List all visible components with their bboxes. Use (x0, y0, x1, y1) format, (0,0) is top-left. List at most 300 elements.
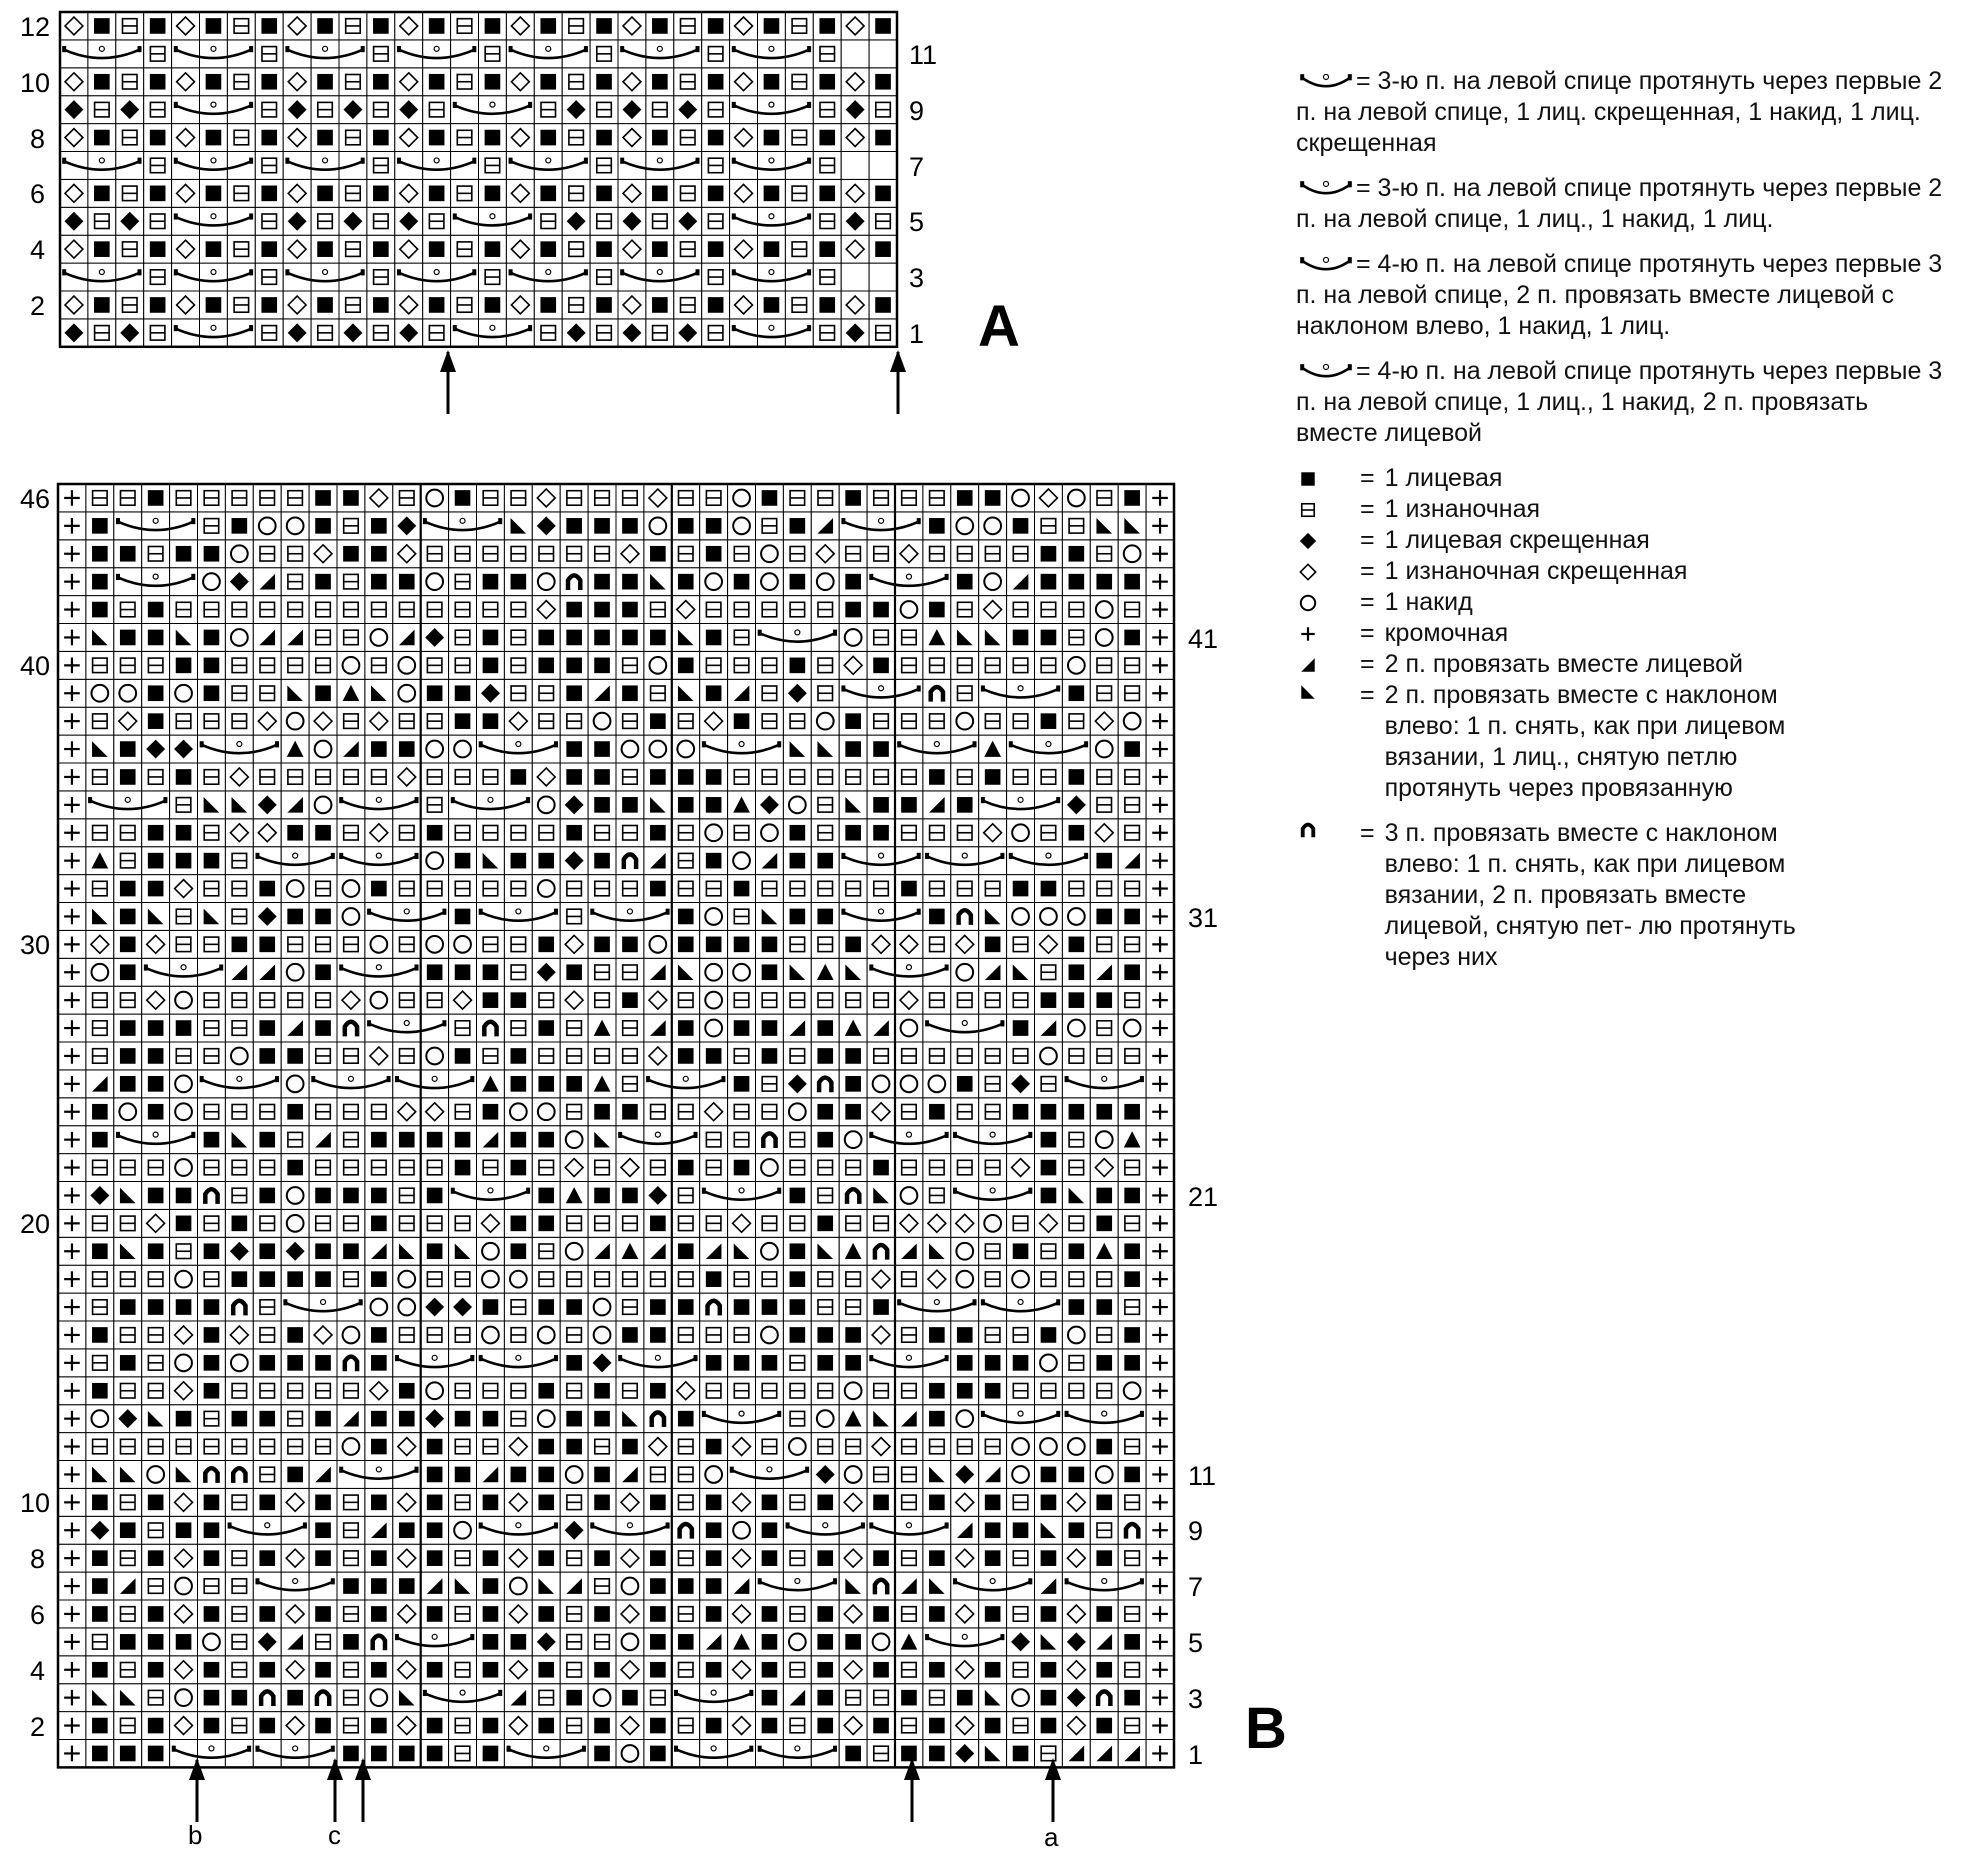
knit-icon (315, 1188, 331, 1204)
knit-icon (1096, 1439, 1112, 1455)
cell (504, 1098, 532, 1126)
cell (979, 568, 1007, 596)
cell (86, 1405, 114, 1433)
knit-icon (594, 1383, 610, 1399)
ktbl-icon (1296, 529, 1356, 553)
knit-icon (148, 1104, 164, 1120)
knit-icon (1041, 1690, 1057, 1706)
knit-icon (399, 1578, 415, 1594)
cell (1007, 1684, 1035, 1712)
knit-icon (650, 1216, 666, 1232)
knit-icon (427, 1132, 443, 1148)
knit-icon (176, 1216, 192, 1232)
knit-icon (734, 574, 750, 590)
cell (170, 1572, 198, 1600)
knit-icon (176, 853, 192, 869)
cell (756, 1237, 784, 1265)
cell (281, 1070, 309, 1098)
knit-icon (706, 937, 722, 953)
knit-icon (511, 853, 527, 869)
knit-icon (483, 1606, 499, 1622)
knit-icon (148, 881, 164, 897)
knit-icon (1124, 1690, 1140, 1706)
cell (1090, 1461, 1118, 1489)
knit-icon (817, 1718, 833, 1734)
cell (616, 847, 644, 875)
knit-icon (845, 490, 861, 506)
cell (923, 1237, 951, 1265)
knit-icon (622, 1439, 638, 1455)
knit-icon (538, 1132, 554, 1148)
knit-icon (455, 490, 471, 506)
knit-icon (873, 658, 889, 674)
knit-icon (817, 1355, 833, 1371)
knit-icon (1013, 630, 1029, 646)
cell (365, 791, 393, 819)
knit-icon (259, 1495, 275, 1511)
cell (756, 1126, 784, 1154)
knit-icon (427, 1550, 443, 1566)
knit-icon (148, 1243, 164, 1259)
knit-icon (1096, 992, 1112, 1008)
knit-icon (650, 1718, 666, 1734)
knit-icon (92, 1606, 108, 1622)
knit-icon (817, 1104, 833, 1120)
knit-icon (287, 1271, 303, 1287)
knit-icon (594, 602, 610, 618)
cell (867, 679, 895, 707)
ptbl-icon (1300, 565, 1315, 580)
cell (1090, 512, 1118, 540)
knit-icon (259, 1718, 275, 1734)
legend-item (1296, 356, 1956, 449)
cell (811, 1070, 839, 1098)
row-number: 7 (909, 151, 925, 182)
knit-icon (315, 1495, 331, 1511)
knit-icon (678, 909, 694, 925)
cell (504, 1349, 532, 1377)
cell (449, 735, 477, 763)
knit-icon (929, 1550, 945, 1566)
knit-icon (678, 797, 694, 813)
cell (421, 1349, 449, 1377)
knit-icon (985, 937, 1001, 953)
legend-text: 1 накид (1384, 588, 1473, 616)
cell (560, 1237, 588, 1265)
knit-icon (706, 685, 722, 701)
knit-icon (650, 1299, 666, 1315)
knit-icon (1096, 1355, 1112, 1371)
knit-icon (594, 518, 610, 534)
knit-icon (706, 1439, 722, 1455)
knit-icon (92, 1662, 108, 1678)
knit-icon (259, 881, 275, 897)
knit-icon (762, 937, 778, 953)
knit-icon (790, 1243, 806, 1259)
cell (588, 1126, 616, 1154)
cell (170, 1070, 198, 1098)
knit-icon (594, 1746, 610, 1762)
cell (951, 707, 979, 735)
cell (979, 903, 1007, 931)
cell (783, 1098, 811, 1126)
knit-icon (790, 909, 806, 925)
knit-icon (1124, 741, 1140, 757)
knit-icon (566, 1411, 582, 1427)
cell (337, 1321, 365, 1349)
cell (393, 1293, 421, 1321)
knit-icon (817, 1550, 833, 1566)
knit-icon (790, 518, 806, 534)
cell (644, 1349, 672, 1377)
legend-text: 3 п. провязать вместе с наклоном влево: 1 п. снять, как при лицевом вязании, 2 п. провязать вместе лицевой, снятую пет- лю протянуть через них (1384, 819, 1796, 971)
knit-icon (566, 1439, 582, 1455)
cell (979, 1126, 1007, 1154)
cell (895, 1126, 923, 1154)
knit-icon (1069, 769, 1085, 785)
cell (477, 791, 505, 819)
knit-icon (1096, 1495, 1112, 1511)
row-number: 12 (20, 12, 51, 42)
knit-icon (1013, 1020, 1029, 1036)
cell (616, 1516, 644, 1544)
cell (951, 1237, 979, 1265)
cell (895, 1516, 923, 1544)
knit-icon (427, 1522, 443, 1538)
cell (1118, 707, 1146, 735)
cell (532, 1098, 560, 1126)
cell (1090, 1070, 1118, 1098)
knit-icon (762, 1522, 778, 1538)
knit-icon (371, 518, 387, 534)
knit-icon (650, 1550, 666, 1566)
knit-icon (845, 1076, 861, 1092)
legend-item: = 1 изнаночная скрещенная (1296, 556, 1956, 587)
knit-icon (120, 909, 136, 925)
knit-icon (845, 1104, 861, 1120)
knit-icon (566, 518, 582, 534)
knit-icon (622, 518, 638, 534)
cell (225, 1293, 253, 1321)
cell (839, 624, 867, 652)
knit-icon (817, 1020, 833, 1036)
cell (86, 1684, 114, 1712)
cell (365, 1237, 393, 1265)
knit-icon (734, 1160, 750, 1176)
knit-icon (343, 1634, 359, 1650)
arrow-label-c: c (328, 1820, 341, 1850)
cell (1007, 1405, 1035, 1433)
knit-icon (622, 1104, 638, 1120)
cell (1007, 1265, 1035, 1293)
knit-icon (92, 574, 108, 590)
cell (1062, 484, 1090, 512)
knit-icon (148, 825, 164, 841)
cell (170, 1349, 198, 1377)
knit-icon (120, 1634, 136, 1650)
knit-icon (762, 1550, 778, 1566)
knit-icon (92, 518, 108, 534)
knit-icon (566, 1076, 582, 1092)
knit-icon (622, 574, 638, 590)
knit-icon (706, 1522, 722, 1538)
cell (756, 1154, 784, 1182)
knit-icon (706, 630, 722, 646)
knit-icon (1124, 490, 1140, 506)
knit-icon (790, 1327, 806, 1343)
knit-icon (594, 1718, 610, 1734)
knit-icon (650, 881, 666, 897)
knit-icon (204, 658, 220, 674)
knit-icon (1096, 1550, 1112, 1566)
row-number: 20 (20, 1209, 51, 1240)
knit-icon (594, 658, 610, 674)
cell (700, 986, 728, 1014)
knit-icon (762, 1662, 778, 1678)
row-number: 6 (30, 1600, 46, 1630)
cell (616, 1572, 644, 1600)
knit-icon (315, 1718, 331, 1734)
knit-icon (873, 1718, 889, 1734)
knit-icon (427, 1188, 443, 1204)
knit-icon (1124, 1467, 1140, 1483)
cell (337, 1433, 365, 1461)
cell (170, 986, 198, 1014)
cell (365, 847, 393, 875)
cell (393, 1014, 421, 1042)
knit-icon (371, 1578, 387, 1594)
knit-icon (483, 713, 499, 729)
cell (951, 1628, 979, 1656)
row-number: 9 (1188, 1516, 1204, 1547)
knit-icon (762, 490, 778, 506)
cell (1062, 903, 1090, 931)
cell (560, 1461, 588, 1489)
cell (1035, 903, 1063, 931)
knit-icon (371, 1439, 387, 1455)
knit-icon (1124, 1355, 1140, 1371)
cell (225, 1070, 253, 1098)
row-number: 10 (20, 67, 51, 98)
knit-icon (315, 1606, 331, 1622)
knit-icon (929, 1718, 945, 1734)
knit-icon (287, 1467, 303, 1483)
knit-icon (148, 853, 164, 869)
cell (309, 791, 337, 819)
cell (337, 903, 365, 931)
legend-item (1296, 249, 1956, 342)
row-number: 6 (30, 179, 46, 210)
knit-icon (622, 630, 638, 646)
knit-icon (957, 1383, 973, 1399)
knit-icon (678, 1411, 694, 1427)
knit-icon (483, 1299, 499, 1315)
knit-icon (204, 1383, 220, 1399)
cell (142, 1405, 170, 1433)
arrow-label-a: a (1044, 1822, 1059, 1852)
knit-icon (734, 713, 750, 729)
cell (783, 1740, 811, 1768)
cell (421, 1042, 449, 1070)
knit-icon (92, 1550, 108, 1566)
knit-icon (845, 825, 861, 841)
knit-icon (148, 1634, 164, 1650)
knit-icon (259, 1355, 275, 1371)
k2tog-icon (1301, 659, 1314, 672)
knit-icon (259, 937, 275, 953)
knit-icon (594, 1104, 610, 1120)
cell (309, 1126, 337, 1154)
knit-icon (92, 1495, 108, 1511)
knit-icon (817, 1216, 833, 1232)
knit-icon (678, 769, 694, 785)
knit-icon (929, 769, 945, 785)
knit-icon (762, 1718, 778, 1734)
knit-icon (678, 1578, 694, 1594)
knit-icon (901, 881, 917, 897)
knit-icon (483, 1104, 499, 1120)
knit-icon (650, 1662, 666, 1678)
cell (951, 958, 979, 986)
cell (867, 1405, 895, 1433)
cell (393, 903, 421, 931)
knit-icon (287, 1690, 303, 1706)
cell (700, 1740, 728, 1768)
legend-item: = 1 накид (1296, 587, 1956, 618)
knit-icon (929, 602, 945, 618)
knit-icon (343, 1243, 359, 1259)
cell (170, 1098, 198, 1126)
knit-icon (176, 1299, 192, 1315)
knit-icon (120, 741, 136, 757)
knit-icon (538, 630, 554, 646)
knit-icon (985, 769, 1001, 785)
row-number: 4 (30, 1655, 46, 1686)
cell (895, 568, 923, 596)
cell (309, 1684, 337, 1712)
cell (421, 847, 449, 875)
row-number: 2 (30, 1711, 46, 1742)
knit-icon (538, 1439, 554, 1455)
knit-icon (148, 630, 164, 646)
cell (170, 1684, 198, 1712)
cell (1090, 1405, 1118, 1433)
cell (839, 1572, 867, 1600)
knit-icon (315, 685, 331, 701)
cell (1062, 1321, 1090, 1349)
cell (616, 1628, 644, 1656)
cell (86, 735, 114, 763)
cell (309, 1461, 337, 1489)
knit-icon (259, 1550, 275, 1566)
knit-icon (734, 1299, 750, 1315)
legend-item: = 1 изнаночная (1296, 494, 1956, 525)
knit-icon (148, 1746, 164, 1762)
knit-icon (873, 1495, 889, 1511)
knit-icon (1069, 546, 1085, 562)
knit-icon (259, 1020, 275, 1036)
legend-text: 2 п. провязать вместе лицевой (1384, 650, 1743, 678)
knit-icon (1041, 1550, 1057, 1566)
knit-icon (259, 1662, 275, 1678)
knit-icon (371, 1495, 387, 1511)
knit-icon (566, 769, 582, 785)
knit-icon (929, 1411, 945, 1427)
cell (700, 1293, 728, 1321)
knit-icon (762, 964, 778, 980)
cell (281, 847, 309, 875)
cell (1035, 1042, 1063, 1070)
knit-icon (678, 1048, 694, 1064)
knit-icon (985, 1522, 1001, 1538)
cell (644, 651, 672, 679)
knit-icon (566, 825, 582, 841)
row-number: 30 (20, 930, 51, 961)
cell (365, 958, 393, 986)
arrow-label-b: b (188, 1820, 203, 1850)
knit-icon (957, 490, 973, 506)
knit-icon (566, 1690, 582, 1706)
knit-icon (706, 1550, 722, 1566)
knit-icon (483, 1495, 499, 1511)
cell (365, 1461, 393, 1489)
cell (1118, 1377, 1146, 1405)
knit-icon (1096, 853, 1112, 869)
knit-icon (176, 825, 192, 841)
knit-icon (678, 574, 694, 590)
knit-icon (594, 1550, 610, 1566)
cell (281, 958, 309, 986)
cell (114, 679, 142, 707)
knit-icon (873, 797, 889, 813)
knit-icon (566, 1355, 582, 1371)
knit-icon (650, 546, 666, 562)
knit-icon (483, 1411, 499, 1427)
knit-icon (622, 1327, 638, 1343)
knit-icon (120, 964, 136, 980)
knit-icon (1124, 630, 1140, 646)
knit-icon (790, 1188, 806, 1204)
knit-icon (650, 1495, 666, 1511)
cell (393, 1684, 421, 1712)
knit-icon (622, 992, 638, 1008)
knit-icon (120, 1076, 136, 1092)
cell (951, 903, 979, 931)
knit-icon (762, 1355, 778, 1371)
knit-icon (148, 1606, 164, 1622)
cell (142, 1126, 170, 1154)
cell (114, 1098, 142, 1126)
knit-icon (315, 574, 331, 590)
knit-icon (315, 1550, 331, 1566)
knit-icon (901, 1746, 917, 1762)
knit-icon (706, 797, 722, 813)
knit-icon (594, 1495, 610, 1511)
knit-icon (594, 1188, 610, 1204)
knit-icon (483, 964, 499, 980)
knit-icon (1296, 467, 1356, 491)
knit-icon (148, 490, 164, 506)
knit-icon (650, 1383, 666, 1399)
knit-icon (148, 1299, 164, 1315)
knit-icon (1124, 964, 1140, 980)
cell (644, 512, 672, 540)
knit-icon (204, 853, 220, 869)
knit-icon (371, 1132, 387, 1148)
knit-icon (1041, 1495, 1057, 1511)
knit-icon (594, 1662, 610, 1678)
knit-icon (483, 658, 499, 674)
